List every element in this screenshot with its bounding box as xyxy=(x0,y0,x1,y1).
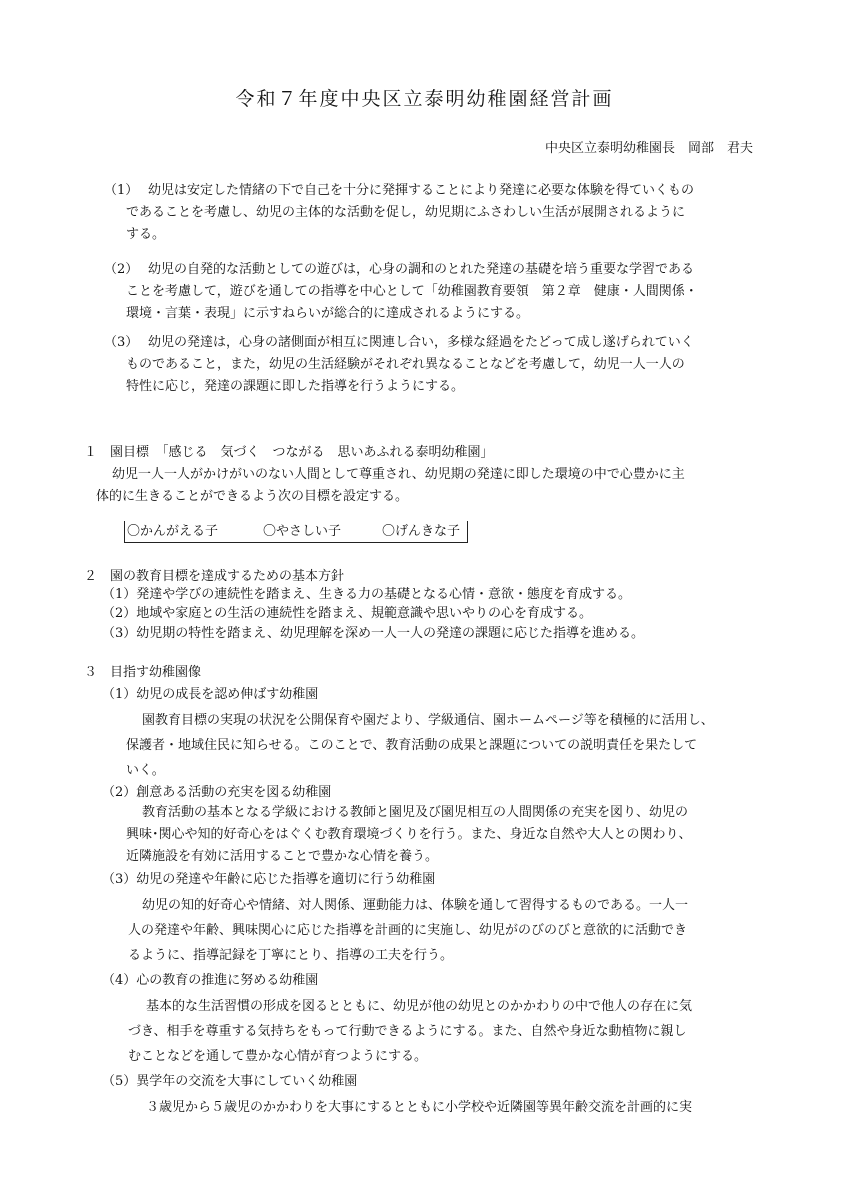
goals-box xyxy=(124,521,468,543)
section1-heading: １ 園目標 「感じる 気づく つながる 思いあふれる泰明幼稚園」 xyxy=(84,445,494,460)
intro-num: （1） xyxy=(104,183,139,198)
section3-item-heading: （5）異学年の交流を大事にしていく幼稚園 xyxy=(102,1074,358,1089)
section3-line: 園教育目標の実現の状況を公開保育や園だより、学級通信、園ホームページ等を積極的に活用し、 xyxy=(142,713,714,728)
intro-num: （2） xyxy=(104,262,139,277)
section3-line: 基本的な生活習慣の形成を図るとともに、幼児が他の幼児とのかかわりの中で他人の存在に気 xyxy=(146,999,693,1014)
section1-line: 体的に生きることができるよう次の目標を設定する。 xyxy=(96,489,409,504)
section3-item-heading: （1）幼児の成長を認め伸ばす幼稚園 xyxy=(102,687,319,702)
section3-line: 人の発達や年齢、興味関心に応じた指導を計画的に実施し、幼児がのびのびと意欲的に活動でき xyxy=(128,923,688,938)
section3-line: 興味･関心や知的好奇心をはぐくむ教育環境づくりを行う。また、身近な自然や大人との関わり、 xyxy=(126,827,692,842)
goal-item: 〇げんきな子 xyxy=(382,524,461,539)
section3-line: 教育活動の基本となる学級における教師と園児及び園児相互の人間関係の充実を図り、幼児の xyxy=(142,805,689,820)
section2-item: （1）発達や学びの連続性を踏まえ、生きる力の基礎となる心情・意欲・態度を育成する。 xyxy=(102,587,632,602)
intro-line: ものであること，また，幼児の生活経験がそれぞれ異なることなどを考慮して，幼児一人一人の xyxy=(126,357,685,372)
intro-line: 特性に応じ，発達の課題に即した指導を行うようにする。 xyxy=(126,379,465,394)
intro-line: であることを考慮し、幼児の主体的な活動を促し，幼児期にふさわしい生活が展開されるように xyxy=(126,205,686,220)
section3-line: ３歳児から５歳児のかかわりを大事にするとともに小学校や近隣園等異年齢交流を計画的に実 xyxy=(146,1100,693,1115)
intro-line: 幼児の発達は，心身の諸側面が相互に関連し合い，多様な経過をたどって成し遂げられていく xyxy=(148,335,694,350)
section2-item: （3）幼児期の特性を踏まえ、幼児理解を深め一人一人の発達の課題に応じた指導を進める。 xyxy=(102,626,645,641)
section3-line: むことなどを通して豊かな心情が育つようにする。 xyxy=(128,1049,428,1064)
intro-line: ことを考慮して，遊びを通しての指導を中心として「幼稚園教育要領 第２章 健康・人間関係・ xyxy=(126,284,698,299)
section3-item-heading: （4）心の教育の推進に努める幼稚園 xyxy=(102,973,319,988)
intro-line: 幼児の自発的な活動としての遊びは，心身の調和のとれた発達の基礎を培う重要な学習である xyxy=(148,262,695,277)
section3-line: 近隣施設を有効に活用することで豊かな心情を養う。 xyxy=(126,849,439,864)
intro-num: （3） xyxy=(104,335,139,350)
section3-item-heading: （3）幼児の発達や年齢に応じた指導を適切に行う幼稚園 xyxy=(102,872,436,887)
section3-line: るように、指導記録を丁寧にとり、指導の工夫を行う。 xyxy=(128,948,454,963)
section3-line: づき、相手を尊重する気持ちをもって行動できるようにする。また、自然や身近な動植物に親し xyxy=(128,1024,687,1039)
intro-line: 環境・言葉・表現」に示すねらいが総合的に達成されるようにする。 xyxy=(126,306,530,321)
intro-line: する。 xyxy=(126,227,166,242)
section2-item: （2）地域や家庭との生活の連続性を踏まえ、規範意識や思いやりの心を育成する。 xyxy=(102,606,593,621)
author-line: 中央区立泰明幼稚園長 岡部 君夫 xyxy=(544,141,753,156)
section3-line: 幼児の知的好奇心や情緒、対人関係、運動能力は、体験を通して習得するものである。一人一 xyxy=(142,898,689,913)
section3-line: 保護者・地域住民に知らせる。このことで、教育活動の成果と課題についての説明責任を果たして xyxy=(126,738,698,753)
section1-line: 幼児一人一人がかけがいのない人間として尊重され、幼児期の発達に即した環境の中で心豊かに主 xyxy=(112,467,685,482)
goal-item: 〇やさしい子 xyxy=(263,524,342,539)
section3-item-heading: （2）創意ある活動の充実を図る幼稚園 xyxy=(102,785,332,800)
section2-heading: ２ 園の教育目標を達成するための基本方針 xyxy=(84,569,345,584)
document-title: 令和７年度中央区立泰明幼稚園経営計画 xyxy=(235,88,614,110)
intro-line: 幼児は安定した情緒の下で自己を十分に発揮することにより発達に必要な体験を得ていくもの xyxy=(148,183,695,198)
section3-heading: ３ 目指す幼稚園像 xyxy=(84,665,202,680)
goal-item: 〇かんがえる子 xyxy=(127,524,219,539)
section3-line: いく。 xyxy=(126,763,165,778)
